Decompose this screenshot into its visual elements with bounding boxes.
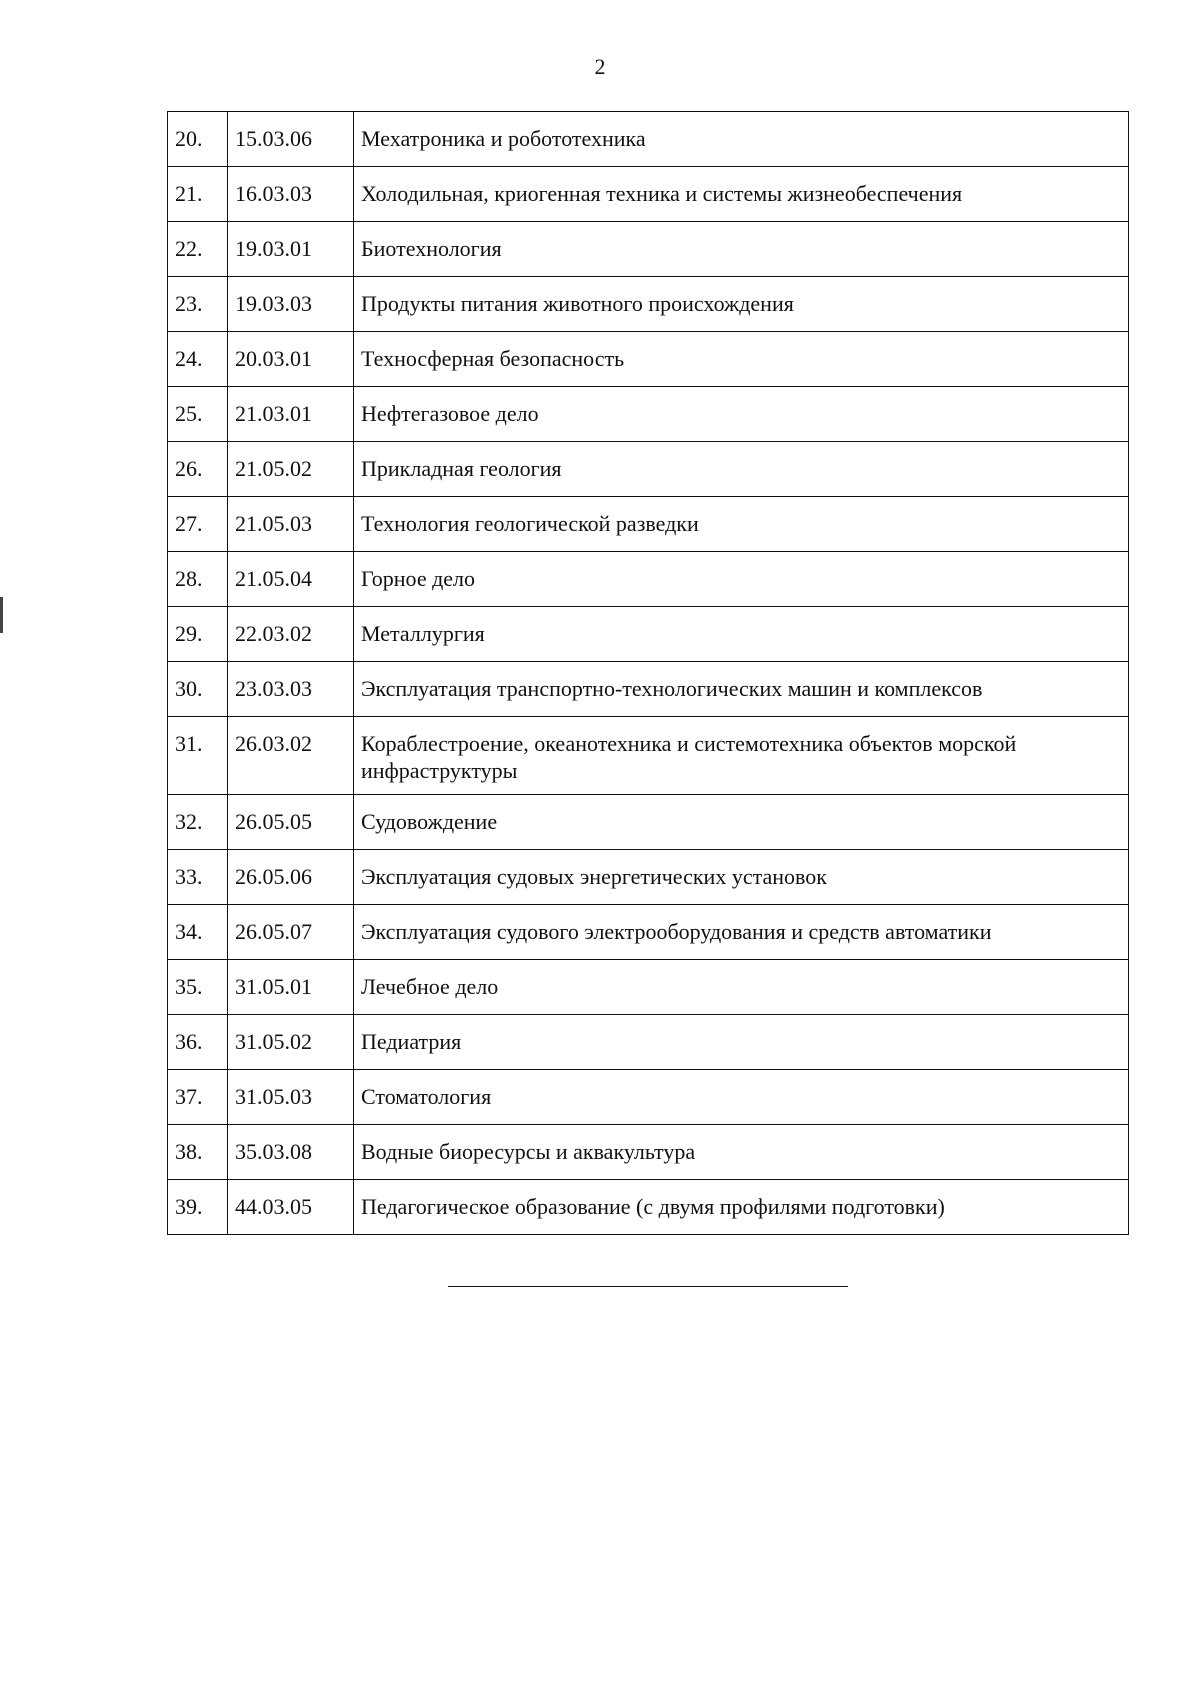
row-number: 23. (168, 277, 228, 332)
specialty-code: 35.03.08 (228, 1125, 354, 1180)
row-number: 30. (168, 662, 228, 717)
specialty-name: Судовождение (354, 795, 1129, 850)
table-row (168, 277, 1129, 332)
specialty-name: Эксплуатация судового электрооборудования и средств автоматики (354, 905, 1129, 960)
specialty-name: Педагогическое образование (с двумя профилями подготовки) (354, 1180, 1129, 1235)
row-number: 27. (168, 497, 228, 552)
specialty-code: 22.03.02 (228, 607, 354, 662)
specialty-name: Стоматология (354, 1070, 1129, 1125)
specialty-name: Эксплуатация транспортно-технологических машин и комплексов (354, 662, 1129, 717)
specialty-name: Эксплуатация судовых энергетических установок (354, 850, 1129, 905)
specialties-table (167, 111, 1129, 1235)
specialty-code: 23.03.03 (228, 662, 354, 717)
specialty-name: Нефтегазовое дело (354, 387, 1129, 442)
table-row (168, 112, 1129, 167)
row-number: 31. (168, 717, 228, 795)
specialty-name: Технология геологической разведки (354, 497, 1129, 552)
row-number: 24. (168, 332, 228, 387)
specialty-code: 31.05.01 (228, 960, 354, 1015)
specialty-name: Прикладная геология (354, 442, 1129, 497)
row-number: 32. (168, 795, 228, 850)
row-number: 37. (168, 1070, 228, 1125)
row-number: 26. (168, 442, 228, 497)
table-row (168, 662, 1129, 717)
scan-edge-mark (0, 597, 3, 633)
row-number: 21. (168, 167, 228, 222)
specialty-code: 26.05.07 (228, 905, 354, 960)
specialty-name: Водные биоресурсы и аквакультура (354, 1125, 1129, 1180)
specialty-code: 16.03.03 (228, 167, 354, 222)
row-number: 39. (168, 1180, 228, 1235)
specialty-code: 21.05.04 (228, 552, 354, 607)
specialty-name: Биотехнология (354, 222, 1129, 277)
specialty-code: 21.05.02 (228, 442, 354, 497)
specialty-name: Продукты питания животного происхождения (354, 277, 1129, 332)
page-number: 2 (594, 54, 606, 79)
specialty-code: 31.05.02 (228, 1015, 354, 1070)
row-number: 28. (168, 552, 228, 607)
specialty-name: Мехатроника и робототехника (354, 112, 1129, 167)
table-row (168, 607, 1129, 662)
specialty-code: 26.05.05 (228, 795, 354, 850)
table-row (168, 1180, 1129, 1235)
specialty-name: Металлургия (354, 607, 1129, 662)
row-number: 20. (168, 112, 228, 167)
table-row (168, 332, 1129, 387)
row-number: 29. (168, 607, 228, 662)
table-row (168, 1015, 1129, 1070)
specialty-code: 19.03.01 (228, 222, 354, 277)
specialty-name: Лечебное дело (354, 960, 1129, 1015)
row-number: 25. (168, 387, 228, 442)
specialty-code: 26.05.06 (228, 850, 354, 905)
table-row (168, 167, 1129, 222)
table-row (168, 442, 1129, 497)
specialty-code: 21.05.03 (228, 497, 354, 552)
table-row (168, 905, 1129, 960)
specialty-code: 44.03.05 (228, 1180, 354, 1235)
table-row (168, 222, 1129, 277)
specialty-code: 20.03.01 (228, 332, 354, 387)
table-row (168, 1070, 1129, 1125)
specialty-code: 19.03.03 (228, 277, 354, 332)
specialty-code: 15.03.06 (228, 112, 354, 167)
row-number: 35. (168, 960, 228, 1015)
specialty-name: Кораблестроение, океанотехника и системотехника объектов морской инфраструктуры (354, 717, 1129, 795)
row-number: 38. (168, 1125, 228, 1180)
specialty-name: Холодильная, криогенная техника и системы жизнеобеспечения (354, 167, 1129, 222)
end-of-document-rule (448, 1286, 848, 1287)
row-number: 34. (168, 905, 228, 960)
table-row (168, 960, 1129, 1015)
row-number: 36. (168, 1015, 228, 1070)
table-row (168, 717, 1129, 795)
specialty-name: Горное дело (354, 552, 1129, 607)
specialty-code: 31.05.03 (228, 1070, 354, 1125)
specialty-name: Техносферная безопасность (354, 332, 1129, 387)
table-row (168, 1125, 1129, 1180)
table-row (168, 795, 1129, 850)
specialty-code: 26.03.02 (228, 717, 354, 795)
table-row (168, 387, 1129, 442)
specialty-code: 21.03.01 (228, 387, 354, 442)
table-row (168, 552, 1129, 607)
specialty-name: Педиатрия (354, 1015, 1129, 1070)
row-number: 33. (168, 850, 228, 905)
table-row (168, 497, 1129, 552)
table-row (168, 850, 1129, 905)
row-number: 22. (168, 222, 228, 277)
